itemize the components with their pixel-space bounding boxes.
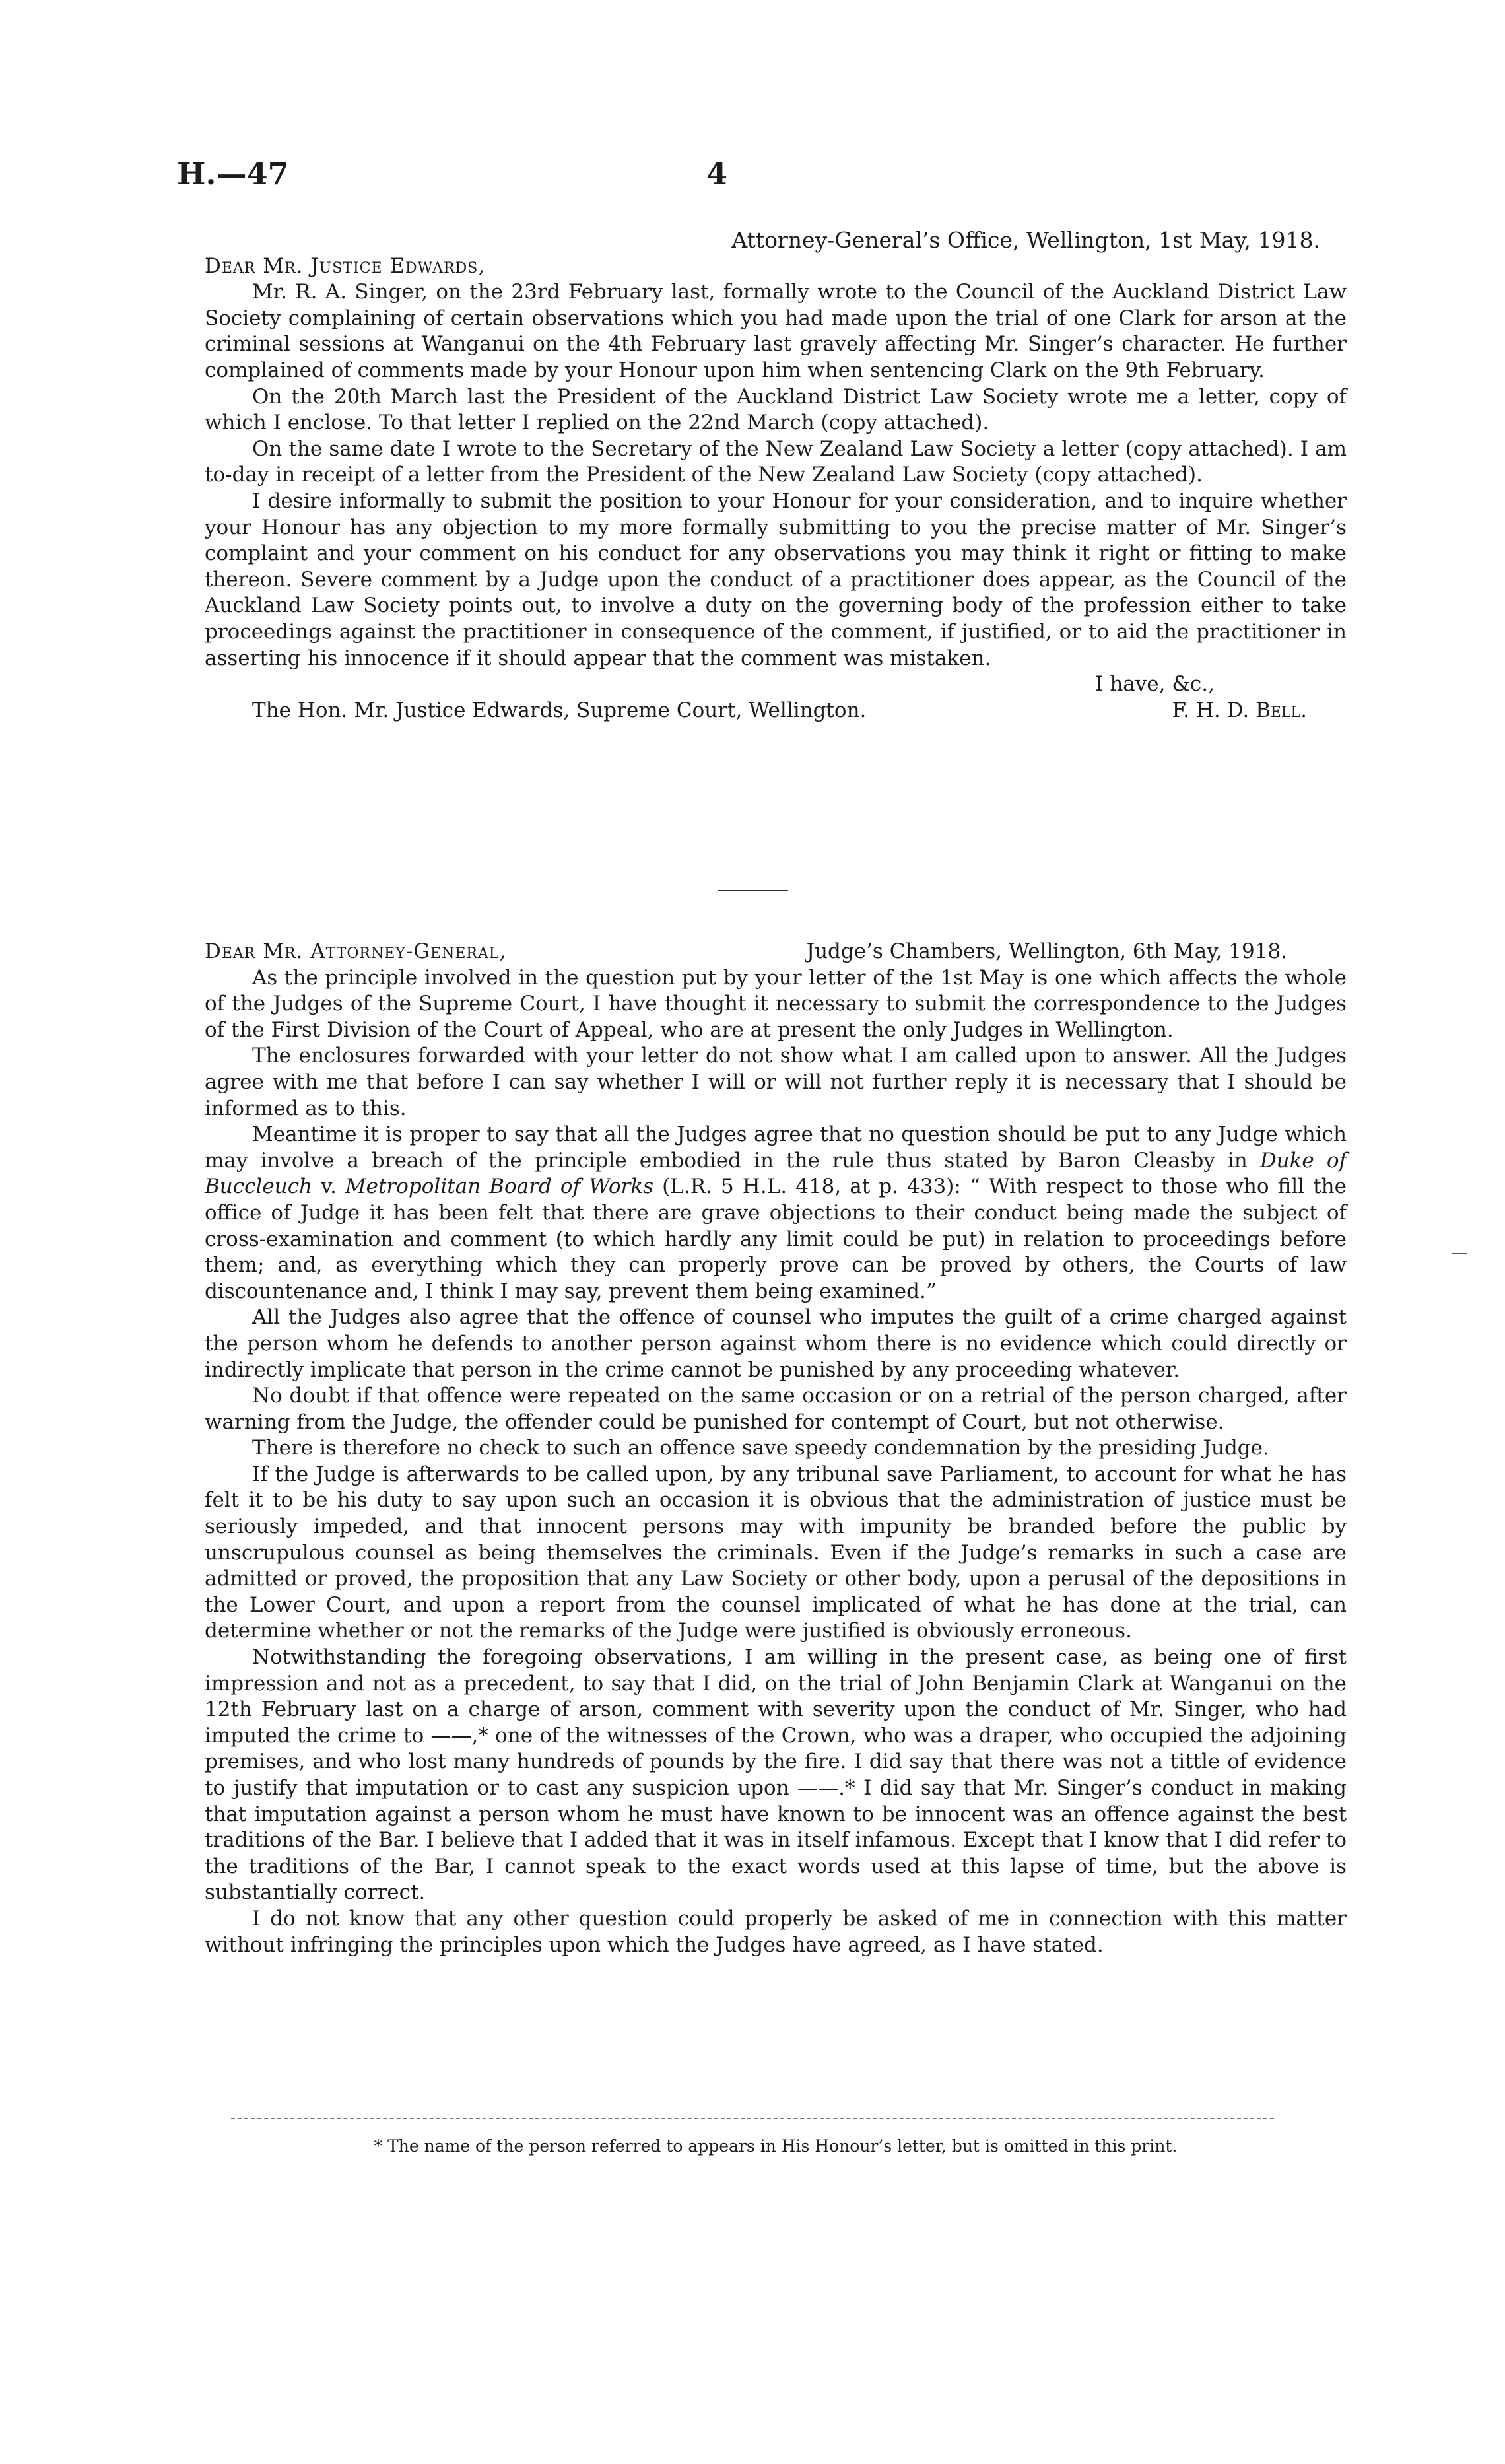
footnote-rule xyxy=(231,2118,1274,2119)
paragraph: On the same date I wrote to the Secretary of the New Zealand Law Society a letter (copy attached). I am to-day in receipt of a letter from the President of the New Zealand Law Society (copy attached). xyxy=(205,436,1347,487)
paragraph: On the 20th March last the President of the Auckland District Law Society wrote me a letter, copy of which I enclose. To that letter I replied on the 22nd March (copy attached). xyxy=(205,384,1347,435)
letter1-addressee: The Hon. Mr. Justice Edwards, Supreme Court, Wellington. xyxy=(252,698,867,722)
margin-mark xyxy=(1452,1253,1467,1254)
letter1-salutation: Dear Mr. Justice Edwards, xyxy=(205,254,486,278)
paragraph: If the Judge is afterwards to be called upon, by any tribunal save Parliament, to account for what he has felt it to be his duty to say upon such an occasion it is obvious that the administration of justice must be seriously impeded, and that innocent persons may with impunity be branded before the public by unscrupulous counsel as being themselves the criminals. Even if the Judge’s remarks in such a case are admitted or proved, the proposition that any Law Society or other body, upon a perusal of the depositions in the Lower Court, and upon a report from the counsel implicated of what he has done at the trial, can determine whether or not the remarks of the Judge were justified is obviously erroneous. xyxy=(205,1462,1347,1643)
paragraph: Mr. R. A. Singer, on the 23rd February last, formally wrote to the Council of the Auckland District Law Society complaining of certain observations which you had made upon the trial of one Clark for arson at the criminal sessions at Wanganui on the 4th February last gravely affecting Mr. Singer’s character. He further complained of comments made by your Honour upon him when sentencing Clark on the 9th February. xyxy=(205,280,1347,382)
letter1-signature: F. H. D. Bell. xyxy=(1172,698,1307,722)
letter1-signature-row xyxy=(205,698,1347,724)
document-code: H.—47 xyxy=(177,156,289,191)
letter1-address: Attorney-General’s Office, Wellington, 1st May, 1918. xyxy=(731,227,1320,253)
letter2-salutation: Dear Mr. Attorney-General, xyxy=(205,940,507,963)
letter1-closing: I have, &c., xyxy=(1095,672,1215,697)
section-divider xyxy=(718,890,788,891)
paragraph: As the principle involved in the question put by your letter of the 1st May is one which affects the whole of the Judges of the Supreme Court, I have thought it necessary to submit the correspondence to the Judges of the First Division of the Court of Appeal, who are at present the only Judges in Wellington. xyxy=(205,965,1347,1042)
footnote: * The name of the person referred to appears in His Honour’s letter, but is omitted in this print. xyxy=(374,2137,1178,2156)
letter2-address: Judge’s Chambers, Wellington, 6th May, 1918. xyxy=(806,940,1287,963)
paragraph: No doubt if that offence were repeated on the same occasion or on a retrial of the person charged, after warning from the Judge, the offender could be punished for contempt of Court, but not otherwise. xyxy=(205,1384,1347,1434)
paragraph: I do not know that any other question could properly be asked of me in connection with this matter without infringing the principles upon which the Judges have agreed, as I have stated. xyxy=(205,1906,1347,1957)
paragraph: There is therefore no check to such an offence save speedy condemnation by the presiding Judge. xyxy=(252,1436,1269,1460)
page-number: 4 xyxy=(706,156,728,191)
letter-attorney-general xyxy=(205,227,1347,724)
letter2-heading-row xyxy=(205,939,1347,965)
paragraph: All the Judges also agree that the offence of counsel who imputes the guilt of a crime charged against the person whom he defends to another person against whom there is no evidence which could directly or indirectly implicate that person in the crime cannot be punished by any proceeding whatever. xyxy=(205,1305,1347,1382)
paragraph: I desire informally to submit the position to your Honour for your consideration, and to inquire whether your Honour has any objection to my more formally submitting to you the precise matter of Mr. Singer’s complaint and your comment on his conduct for any observations you may think it right or fitting to make thereon. Severe comment by a Judge upon the conduct of a practitioner does appear, as the Council of the Auckland Law Society points out, to involve a duty on the governing body of the profession either to take proceedings against the practitioner in consequence of the comment, if justified, or to aid the practitioner in asserting his innocence if it should appear that the comment was mistaken. xyxy=(205,489,1347,670)
letter-judge-chambers xyxy=(205,939,1347,1958)
paragraph-case-citation: Meantime it is proper to say that all the Judges agree that no question should be put to any Judge which may involve a breach of the principle embodied in the rule thus stated by Baron Cleasby in Duke of Buccleuch v. Metropolitan Board of Works (L.R. 5 H.L. 418, at p. 433): “ With respect to those who fill the office of Judge it has been felt that there are grave objections to their conduct being made the subject of cross-examination and comment (to which hardly any limit could be put) in relation to proceedings before them; and, as everything which they can properly prove can be proved by others, the Courts of law discountenance and, I think I may say, prevent them being examined.” xyxy=(205,1122,1347,1303)
paragraph: The enclosures forwarded with your letter do not show what I am called upon to answer. All the Judges agree with me that before I can say whether I will or will not further reply it is necessary that I should be informed as to this. xyxy=(205,1044,1347,1120)
paragraph: Notwithstanding the foregoing observations, I am willing in the present case, as being one of first impression and not as a precedent, to say that I did, on the trial of John Benjamin Clark at Wanganui on the 12th February last on a charge of arson, comment with severity upon the conduct of Mr. Singer, who had imputed the crime to ——,* one of the witnesses of the Crown, who was a draper, who occupied the adjoining premises, and who lost many hundreds of pounds by the fire. I did say that there was not a tittle of evidence to justify that imputation or to cast any suspicion upon ——.* I did say that Mr. Singer’s conduct in making that imputation against a person whom he must have known to be innocent was an offence against the best traditions of the Bar. I believe that I added that it was in itself infamous. Except that I know that I did refer to the traditions of the Bar, I cannot speak to the exact words used at this lapse of time, but the above is substantially correct. xyxy=(205,1645,1347,1905)
